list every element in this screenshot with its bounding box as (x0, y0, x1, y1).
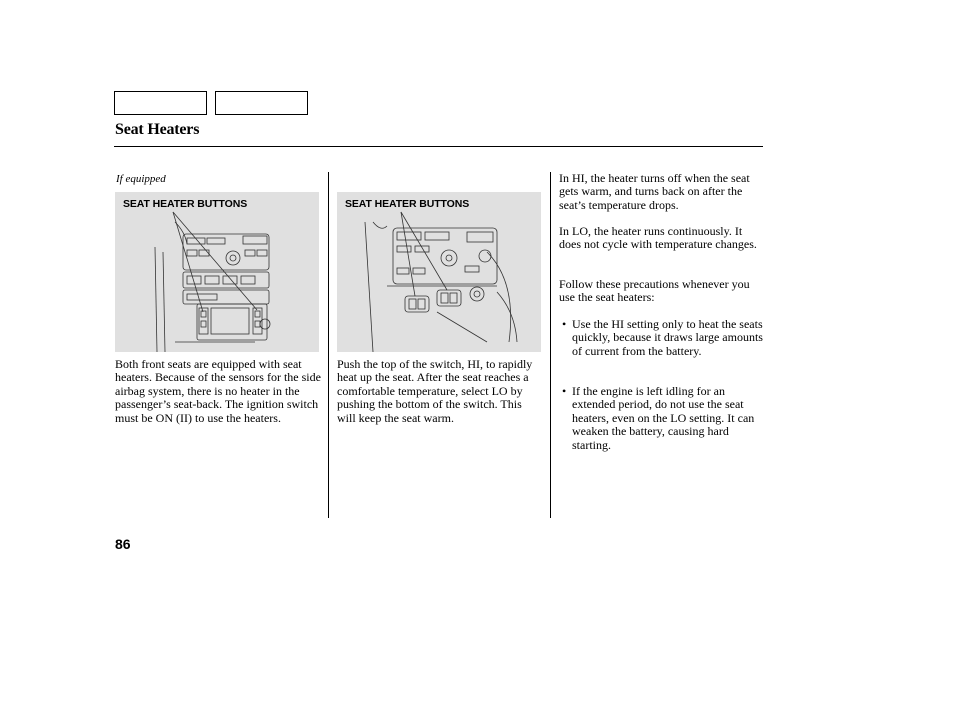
if-equipped-note: If equipped (116, 173, 166, 185)
column-3-paragraph-3: Follow these precautions whenever you use the seat heaters: (559, 277, 750, 305)
seat-heater-figure-2 (337, 192, 541, 352)
page-title: Seat Heaters (115, 121, 200, 138)
column-2-paragraph: Push the top of the switch, HI, to rapidly heat up the seat. After the seat reaches a comfortable temperature, select LO by pushing the bottom of the switch. This will keep the seat warm. (337, 357, 533, 425)
title-rule (114, 146, 763, 147)
column-3-paragraph-2: In LO, the heater runs continuously. It does not cycle with temperature changes. (559, 224, 757, 252)
nav-button-2[interactable] (215, 91, 308, 115)
bullet-1-text: Use the HI setting only to heat the seats quickly, because it draws large amounts of current from the battery. (572, 317, 763, 358)
page-number: 86 (115, 536, 131, 552)
column-1-paragraph: Both front seats are equipped with seat heaters. Because of the sensors for the side airbag system, there is no heater in the passenger’s seat-back. The ignition switch must be ON (II) to use the heaters. (115, 357, 321, 425)
bullet-dot-icon: • (562, 384, 567, 398)
column-3-paragraph-1: In HI, the heater turns off when the seat gets warm, and turns back on after the seat’s temperature drops. (559, 171, 750, 212)
console-illustration-1 (115, 192, 319, 352)
bullet-dot-icon: • (562, 317, 567, 331)
figure-2-label: SEAT HEATER BUTTONS (345, 198, 470, 210)
column-divider-2 (550, 172, 551, 518)
console-illustration-2 (337, 192, 541, 352)
figure-1-label: SEAT HEATER BUTTONS (123, 198, 248, 210)
column-divider-1 (328, 172, 329, 518)
seat-heater-figure-1 (115, 192, 319, 352)
nav-button-1[interactable] (114, 91, 207, 115)
bullet-2-text: If the engine is left idling for an extended period, do not use the seat heaters, even on the LO setting. It can weaken the battery, causing hard starting. (572, 384, 755, 452)
